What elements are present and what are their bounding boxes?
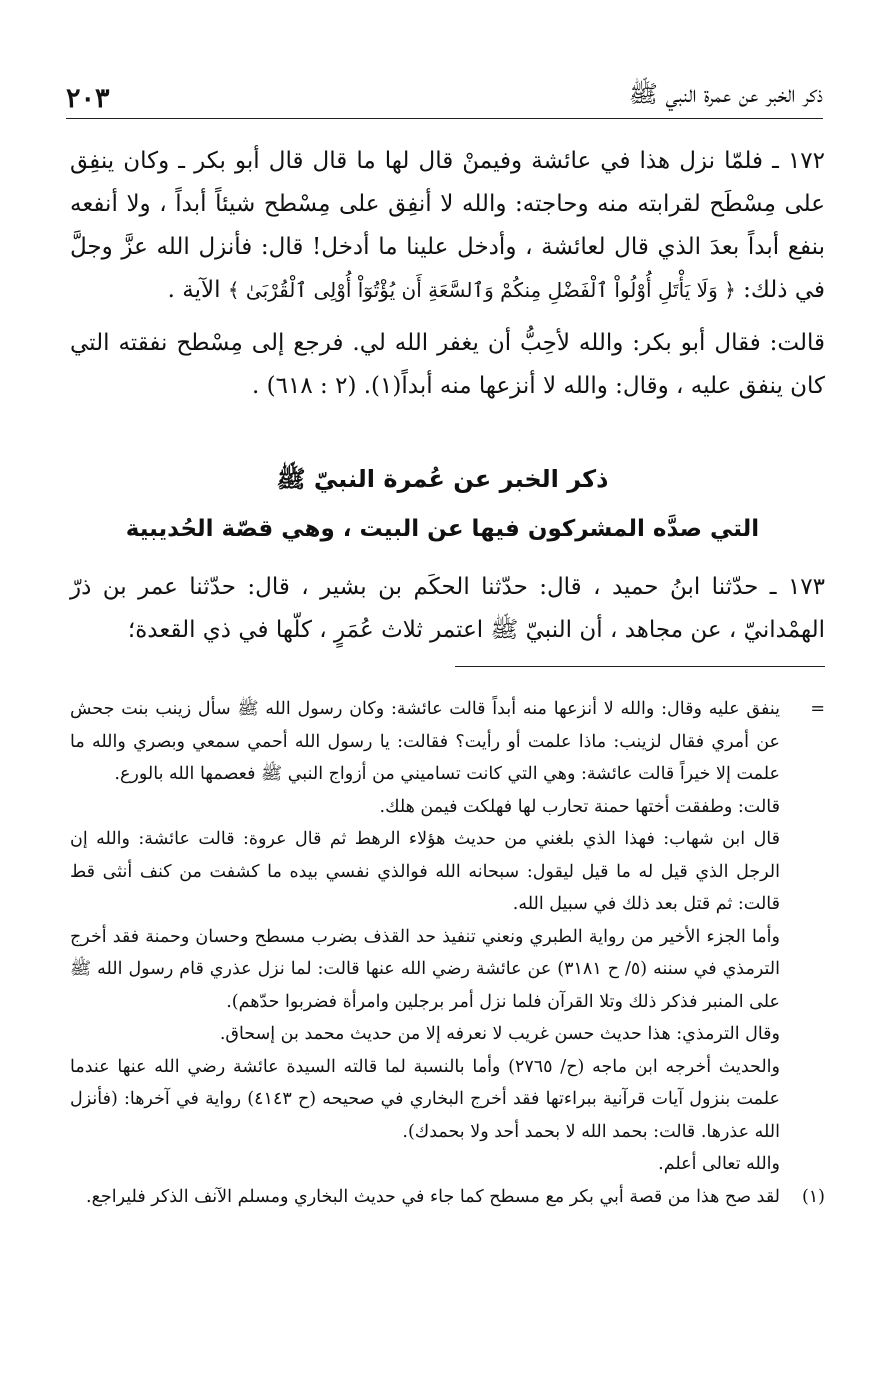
footnote-separator <box>455 666 825 667</box>
main-text-2 <box>70 566 825 652</box>
paragraph-172-continued: قالت: فقال أبو بكر: والله لأحِبُّ أن يغفر الله لي. فرجع إلى مِسْطح نفقته التي كان ينفق عليه ، وقال: والله لا أنزعها منه أبداً(١). (٢ : ٦١٨) . <box>70 330 825 399</box>
footnote-paragraph: قال ابن شهاب: فهذا الذي بلغني من حديث هؤلاء الرهط ثم قال عروة: قالت عائشة: والله إن الرجل الذي قيل له ما قيل ليقول: سبحانه الله فوالذي نفسي بيده ما كشفت من كنف أنثى قط قالت: ثم قتل بعد ذلك في سبيل الله. <box>70 829 780 914</box>
paragraph-173: ١٧٣ ـ حدّثنا ابنُ حميد ، قال: حدّثنا الحكَم بن بشير ، قال: حدّثنا عمر بن ذرّ الهمْدانيّ ، عن مجاهد ، أن النبيّ ﷺ اعتمر ثلاث عُمَرٍ ، كلّها في ذي القعدة؛ <box>70 574 825 643</box>
running-title: ذكر الخبر عن عمرة النبي ﷺ <box>628 80 823 108</box>
quran-verse: ﴿ وَلَا يَأْتَلِ أُوْلُواْ ٱلْفَضْلِ مِنكُمْ وَٱلسَّعَةِ أَن يُؤْتُوٓاْ أُوْلِى ٱلْقُرْبَىٰ ﴾ <box>227 278 736 302</box>
paragraph-172-intro: ١٧٢ ـ فلمّا نزل هذا في عائشة وفيمنْ قال لها ما قال قال أبو بكر ـ وكان ينفِق على مِسْطَح لقرابته منه وحاجته: والله لا أنفِق على مِسْطح شيئاً أبداً ، ولا أنفعه بنفع أبداً بعدَ الذي قال لعائشة ، وأدخل علينا ما أدخل! قال: فأنزل الله عزَّ وجلَّ في ذلك: <box>70 148 825 303</box>
page-number: ٢٠٣ <box>66 83 110 114</box>
footnote-paragraph: ينفق عليه وقال: والله لا أنزعها منه أبداً قالت عائشة: وكان رسول الله ﷺ سأل زينب بنت جحش عن أمري فقال لزينب: ماذا علمت أو رأيت؟ فقالت: يا رسول الله أحمي سمعي وبصري والله ما علمت إلا خيراً قالت عائشة: وهي التي كانت تساميني من أزواج النبي ﷺ فعصمها الله بالورع. <box>70 699 780 784</box>
footnote-1-text: لقد صح هذا من قصة أبي بكر مع مسطح كما جاء في حديث البخاري ومسلم الآنف الذكر فليراجع. <box>86 1186 780 1207</box>
section-heading <box>60 456 825 552</box>
continued-footnote <box>70 693 825 1181</box>
footnote-paragraph: والله تعالى أعلم. <box>658 1154 780 1174</box>
footnote-1 <box>70 1181 825 1214</box>
footnote-number: (١) <box>801 1186 825 1207</box>
footnote-paragraph: وأما الجزء الأخير من رواية الطبري ونعني تنفيذ حد القذف بضرب مسطح وحسان وحمنة فقد أخرج الترمذي في سننه (٥/ ح ٣١٨١) عن عائشة رضي الله عنها قالت: لما نزل عذري قام رسول الله ﷺ على المنبر فذكر ذلك وتلا القرآن فلما نزل أمر برجلين وامرأة فضربوا حدّهم). <box>70 926 780 1012</box>
page-header <box>66 70 823 119</box>
section-heading-line-1: ذكر الخبر عن عُمرة النبيّ ﷺ <box>276 465 609 493</box>
section-heading-line-2: التي صدَّه المشركون فيها عن البيت ، وهي قصّة الحُديبية <box>125 516 760 542</box>
footnotes <box>70 693 825 1213</box>
paragraph-172 <box>70 140 825 312</box>
footnote-paragraph: قالت: وطفقت أختها حمنة تحارب لها فهلكت فيمن هلك. <box>379 796 780 817</box>
continuation-mark: = <box>810 699 825 719</box>
footnote-paragraph: وقال الترمذي: هذا حديث حسن غريب لا نعرفه إلا من حديث محمد بن إسحاق. <box>219 1024 780 1044</box>
paragraph-172-end: الآية . <box>167 277 221 303</box>
footnote-paragraph: والحديث أخرجه ابن ماجه (ح/ ٢٧٦٥) وأما بالنسبة لما قالته السيدة عائشة رضي الله عنها عندما علمت بنزول آيات قرآنية ببراءتها فقد أخرج البخاري في صحيحه (ح ٤١٤٣) رواية في آخرها: (فأنزل الله عذرها. قالت: بحمد الله لا بحمد أحد ولا بحمدك). <box>70 1056 780 1142</box>
main-text <box>70 140 825 408</box>
